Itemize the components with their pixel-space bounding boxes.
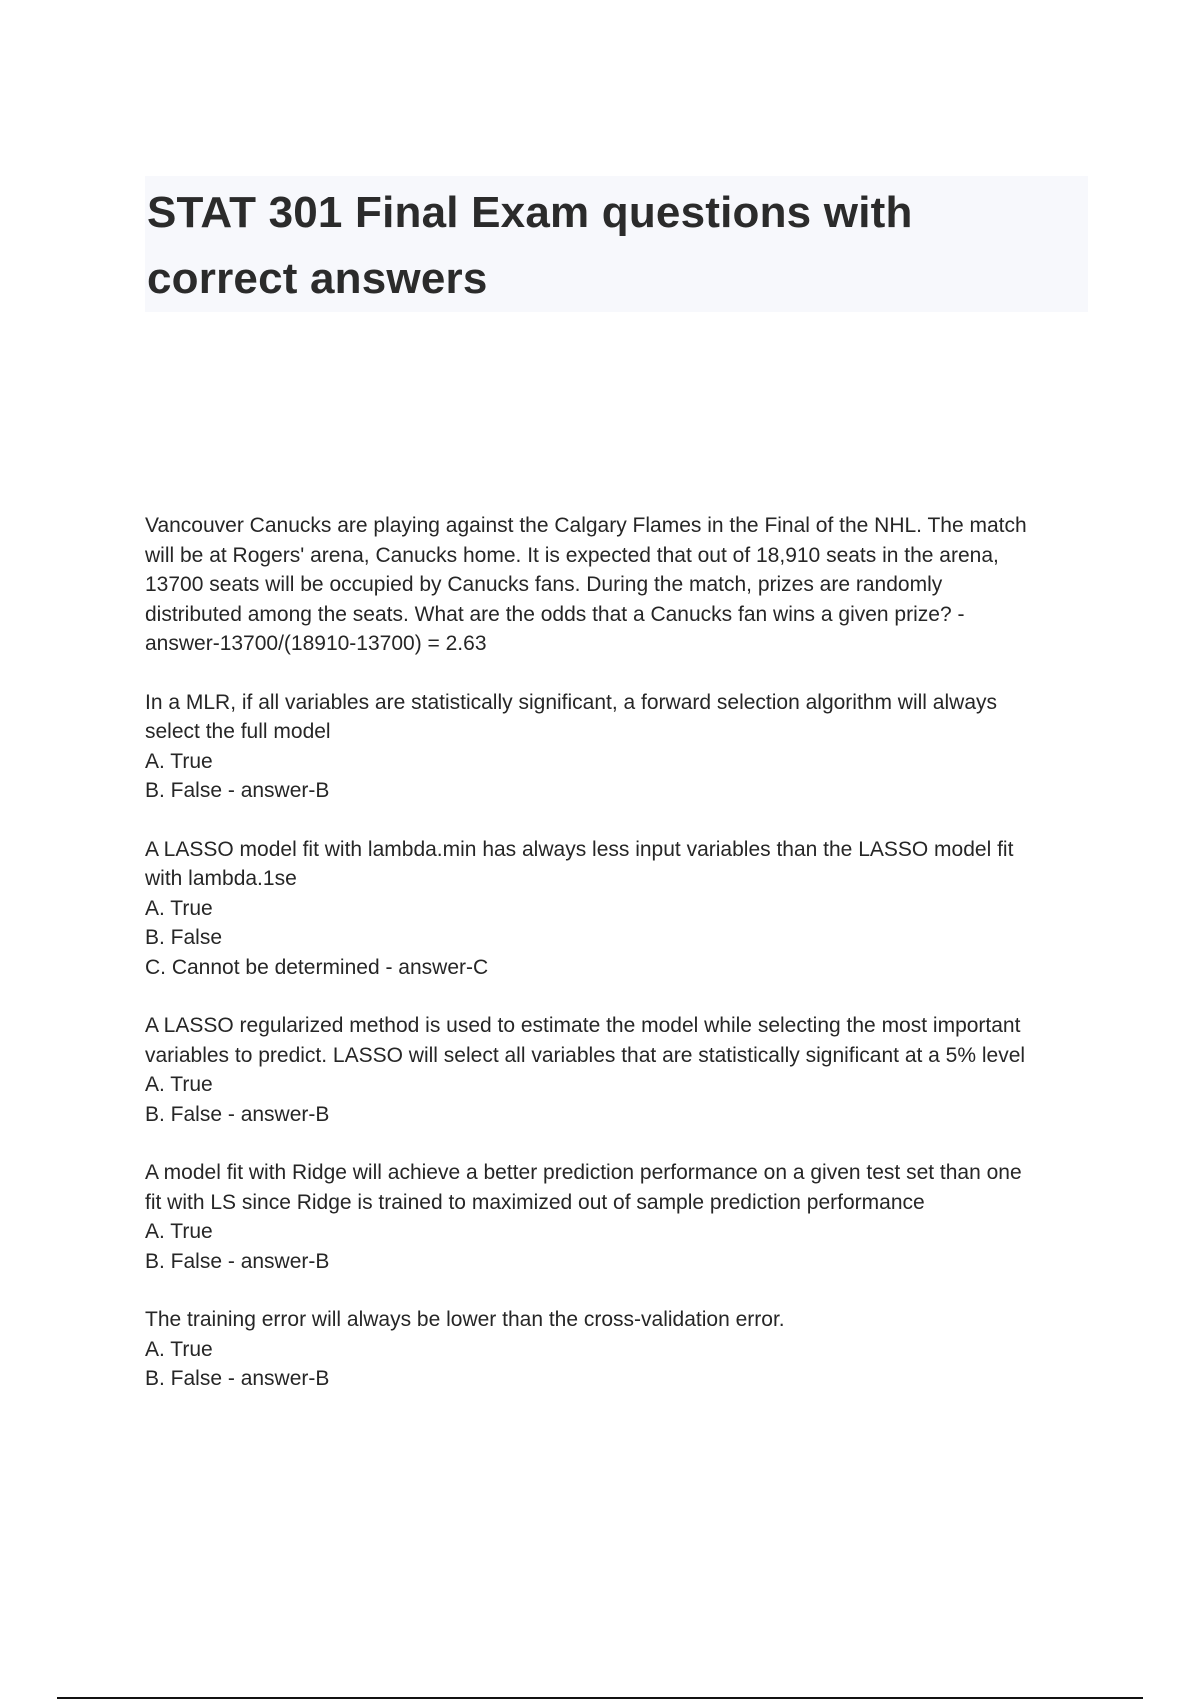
question-line: A model fit with Ridge will achieve a better prediction performance on a given test set than one (145, 1161, 1022, 1184)
question-line: 13700 seats will be occupied by Canucks fans. During the match, prizes are randomly (145, 573, 943, 596)
footer-divider (57, 1697, 1143, 1699)
question-line: with lambda.1se (145, 867, 297, 890)
question-line: B. False - answer-B (145, 1249, 330, 1273)
title-block (145, 176, 1088, 312)
question-line: A. True (145, 1073, 213, 1096)
question-line: B. False - answer-B (145, 1367, 330, 1390)
question-line: A. True (145, 1220, 213, 1243)
question-line: A. True (145, 896, 213, 920)
question-line: In a MLR, if all variables are statistically significant, a forward selection algorithm will always (145, 690, 997, 714)
question-line: C. Cannot be determined - answer-C (145, 955, 489, 979)
question-line: B. False (145, 926, 223, 949)
question-line: A. True (145, 1337, 213, 1361)
question-line: answer-13700/(18910-13700) = 2.63 (145, 632, 487, 655)
question-block (145, 1305, 1090, 1394)
question-line: A LASSO regularized method is used to estimate the model while selecting the most important (145, 1014, 1021, 1037)
question-line: fit with LS since Ridge is trained to maximized out of sample prediction performance (145, 1190, 925, 1214)
question-line: variables to predict. LASSO will select all variables that are statistically significant at a 5% level (145, 1043, 1026, 1067)
question-block (145, 835, 1090, 983)
question-line: Vancouver Canucks are playing against the Calgary Flames in the Final of the NHL. The match (145, 514, 1027, 537)
question-line: B. False - answer-B (145, 1102, 330, 1126)
question-line: distributed among the seats. What are the odds that a Canucks fan wins a given prize? - (145, 602, 965, 626)
question-line: A. True (145, 749, 213, 773)
question-line: will be at Rogers' arena, Canucks home. It is expected that out of 18,910 seats in the arena, (145, 543, 999, 567)
question-block (145, 1011, 1090, 1129)
question-block (145, 688, 1090, 806)
questions-list (145, 511, 1090, 1423)
document-title (147, 180, 1088, 312)
question-block (145, 511, 1090, 659)
document-title-line-2: correct answers (147, 254, 488, 303)
question-line: select the full model (145, 720, 331, 743)
question-line: The training error will always be lower than the cross-validation error. (145, 1308, 785, 1331)
question-line: A LASSO model fit with lambda.min has always less input variables than the LASSO model fit (145, 837, 1014, 861)
question-line: B. False - answer-B (145, 779, 330, 802)
document-title-line-1: STAT 301 Final Exam questions with (147, 188, 913, 237)
question-block (145, 1158, 1090, 1276)
